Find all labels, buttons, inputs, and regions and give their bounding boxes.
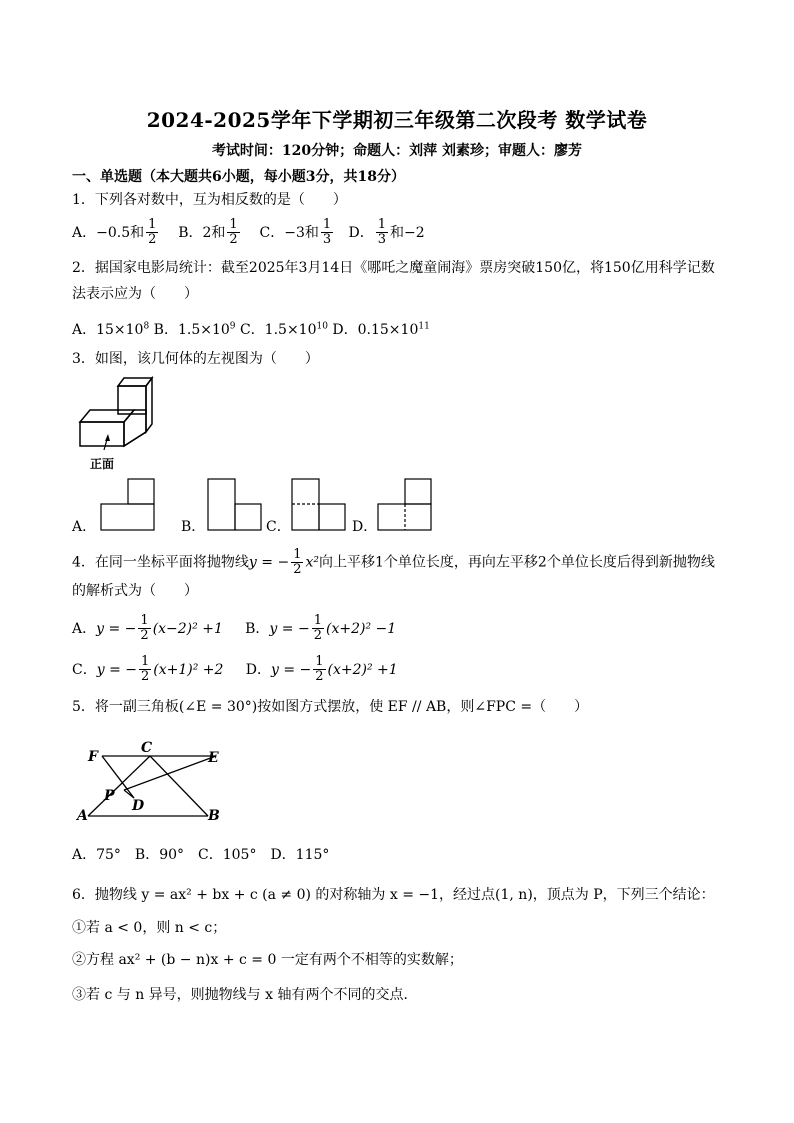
q1-options <box>72 218 425 247</box>
q3-stem: 3．如图，该几何体的左视图为（ ） <box>72 351 319 367</box>
q2-stem-line2: 法表示应为（ ） <box>72 286 198 302</box>
q6-conclusion-3: ③若 c 与 n 异号，则抛物线与 x 轴有两个不同的交点． <box>72 987 418 1003</box>
q3-solid-figure <box>74 372 164 472</box>
point-p-label: P <box>104 788 115 804</box>
q5-options: A．75° B．90° C．105° D．115° <box>72 847 330 863</box>
point-e-label: E <box>208 750 219 766</box>
q4-option-c: C．y = − $\frac{1}{2}$ (x+1)² +2 <box>72 654 224 684</box>
q1-stem: 1．下列各对数中，互为相反数的是（ ） <box>72 192 347 208</box>
q4-options-row2 <box>72 655 398 684</box>
exam-info: 考试时间：120分钟；命题人：刘萍 刘素珍；审题人：廖芳 <box>211 143 583 159</box>
section-heading: 一、单选题（本大题共6小题，每小题3分，共18分） <box>72 169 405 185</box>
q1-option-c: C．−3和 $\frac{1}{3}$ <box>259 217 332 247</box>
q2-option-a: A．$15\times 10^8$ <box>72 321 150 338</box>
q3-option-a-figure <box>100 478 156 532</box>
point-a-label: A <box>77 808 88 824</box>
q3-option-b-label: B． <box>181 519 206 535</box>
q3-option-b-figure <box>207 478 263 532</box>
q4-stem-line1: 4．在同一坐标平面将抛物线y = − $\frac{1}{2}$ x²向上平移1个单位长度，再向左平移2个单位长度后得到新抛物线 <box>72 547 715 577</box>
q2-option-b: B．$1.5\times 10^9$ <box>153 321 236 338</box>
q4-stem-line2: 的解析式为（ ） <box>72 583 198 599</box>
front-label: 正面 <box>90 457 115 471</box>
q4-options-row1 <box>72 614 396 643</box>
q6-conclusion-1: ①若 a < 0，则 n < c； <box>72 920 227 936</box>
q6-conclusion-2: ②方程 ax² + (b − n)x + c = 0 一定有两个不相等的实数解； <box>72 952 463 968</box>
q5-triangle-figure <box>74 736 234 826</box>
q5-stem: 5．将一副三角板(∠E = 30°)按如图方式摆放，使 EF // AB，则∠FPC =（ ） <box>72 699 589 715</box>
q6-stem: 6．抛物线 y = ax² + bx + c (a ≠ 0) 的对称轴为 x = −1，经过点(1, n)，顶点为 P，下列三个结论： <box>72 887 715 903</box>
q2-stem-line1: 2．据国家电影局统计：截至2025年3月14日《哪吒之魔童闹海》票房突破150亿，将150亿用科学记数 <box>72 260 715 276</box>
point-f-label: F <box>88 749 98 765</box>
q3-option-a-label: A． <box>72 519 97 535</box>
point-c-label: C <box>141 740 153 756</box>
q4-option-b: B．y = − $\frac{1}{2}$ (x+2)² −1 <box>245 613 397 643</box>
q2-options <box>72 317 430 339</box>
q1-option-b: B．2和 $\frac{1}{2}$ <box>178 217 238 247</box>
q3-option-c-label: C． <box>266 519 291 535</box>
page-title: 2024-2025学年下学期初三年级第二次段考 数学试卷 <box>146 108 648 132</box>
q2-option-c: C．$1.5\times 10^{10}$ <box>239 321 328 338</box>
point-b-label: B <box>208 808 220 824</box>
q1-option-a: A．−0.5和 $\frac{1}{2}$ <box>72 217 157 247</box>
q3-option-c-figure <box>291 478 347 532</box>
q1-option-d: D． $\frac{1}{3}$ 和−2 <box>348 217 425 247</box>
q2-option-d: D．$0.15\times 10^{11}$ <box>332 321 430 338</box>
q4-option-d: D．y = − $\frac{1}{2}$ (x+2)² +1 <box>245 654 398 684</box>
q3-option-d-figure <box>377 478 433 532</box>
q4-option-a: A．y = − $\frac{1}{2}$ (x−2)² +1 <box>72 613 223 643</box>
point-d-label: D <box>132 798 145 814</box>
q3-option-d-label: D． <box>352 519 378 535</box>
